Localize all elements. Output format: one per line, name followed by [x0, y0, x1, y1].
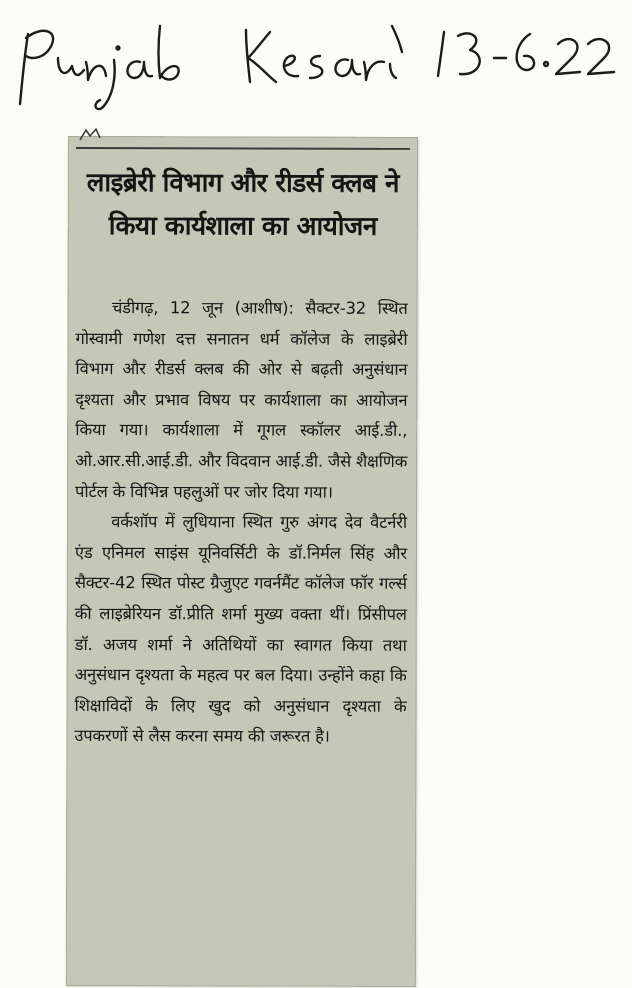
paragraph-1-text: सैक्टर-32 स्थित गोस्वामी गणेश दत्त सनातन धर्म कॉलेज के लाइब्रेरी विभाग और रीडर्स क्लब की ओर से बढ़ती अनुसंधान दृश्यता और प्रभाव विषय पर कार्यशाला का आयोजन किया गया। कार्यशाला में गूगल स्कॉलर आई.डी., ओ.आर.सी.आई.डी. और विदवान आई.डी. जैसे शैक्षणिक पोर्टल के विभिन्न पहलुओं पर जोर दिया गया। — [75, 298, 408, 502]
article-paragraph-2: वर्कशॉप में लुधियाना स्थित गुरु अंगद देव वैटर्नरी एंड एनिमल साइंस यूनिवर्सिटी के डॉ.निर्मल सिंह और सैक्टर-42 स्थित पोस्ट ग्रैजुएट गवर्नमैंट कॉलेज फॉर गर्ल्स की लाइब्रेरियन डॉ.प्रीति शर्मा मुख्य वक्ता थीं। प्रिंसीपल डॉ. अजय शर्मा ने अतिथियों का स्वागत किया तथा अनुसंधान दृश्यता के महत्व पर बल दिया। उन्होंने कहा कि शिक्षाविदों के लिए खुद को अनुसंधान दृश्यता के उपकरणों से लैस करना समय की जरूरत है। — [74, 512, 408, 746]
article-byline: चंडीगढ़, 12 जून (आशीष): — [111, 298, 294, 318]
handwritten-annotation — [14, 4, 624, 114]
article-headline: लाइब्रेरी विभाग और रीडर्स क्लब ने किया कार्यशाला का आयोजन — [86, 168, 399, 242]
top-rule — [76, 147, 410, 150]
article-body — [74, 293, 407, 753]
tear-mark-icon — [78, 128, 102, 142]
article-paragraph-1 — [75, 293, 408, 508]
newspaper-clipping — [66, 136, 418, 987]
